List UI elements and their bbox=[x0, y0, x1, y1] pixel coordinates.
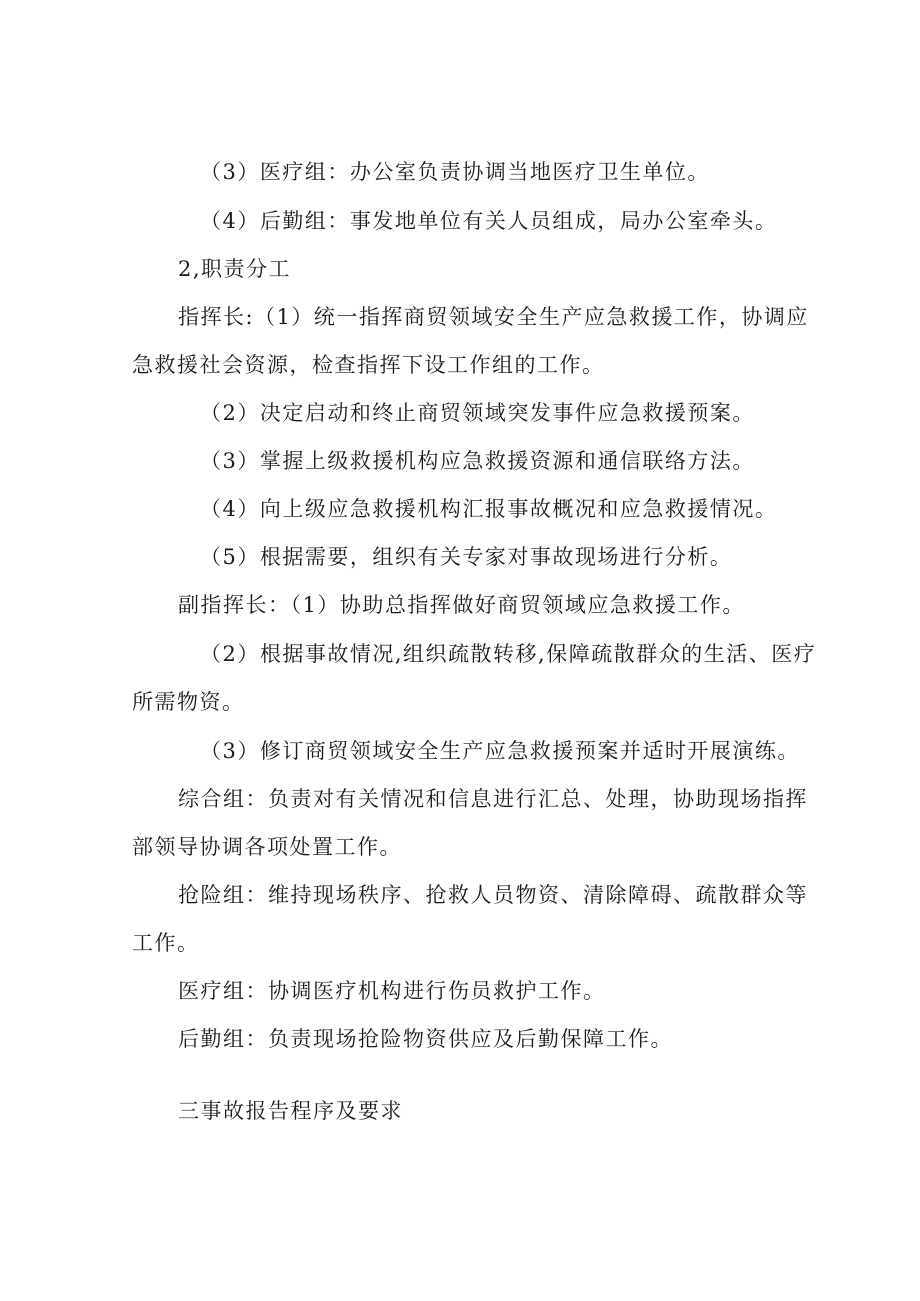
paragraph-deputy-item2-line2: 所需物资。 bbox=[132, 690, 245, 714]
paragraph-commander-item5: （5）根据需要，组织有关专家对事故现场进行分析。 bbox=[200, 545, 733, 569]
section-heading-accident-report: 三事故报告程序及要求 bbox=[178, 1099, 403, 1123]
paragraph-deputy-item2-line1: （2）根据事故情况,组织疏散转移,保障疏散群众的生活、医疗 bbox=[200, 642, 817, 666]
paragraph-medical-duties: 医疗组：协调医疗机构进行伤员救护工作。 bbox=[178, 979, 606, 1003]
paragraph-comprehensive-group-line2: 部领导协调各项处置工作。 bbox=[132, 835, 402, 859]
paragraph-rescue-group-line2: 工作。 bbox=[132, 931, 200, 955]
section-heading-duties: 2,职责分工 bbox=[178, 257, 292, 281]
paragraph-logistics-duties: 后勤组：负责现场抢险物资供应及后勤保障工作。 bbox=[178, 1027, 673, 1051]
paragraph-commander-item4: （4）向上级应急救援机构汇报事故概况和应急救援情况。 bbox=[200, 497, 778, 521]
paragraph-commander-item2: （2）决定启动和终止商贸领域突发事件应急救援预案。 bbox=[200, 401, 755, 425]
paragraph-deputy-item3: （3）修订商贸领域安全生产应急救援预案并适时开展演练。 bbox=[200, 739, 800, 763]
paragraph-commander-line1: 指挥长:（1）统一指挥商贸领域安全生产应急救援工作，协调应 bbox=[178, 305, 809, 329]
paragraph-commander-item3: （3）掌握上级救援机构应急救援资源和通信联络方法。 bbox=[200, 449, 755, 473]
paragraph-logistics-group: （4）后勤组：事发地单位有关人员组成，局办公室牵头。 bbox=[200, 209, 778, 233]
paragraph-commander-line2: 急救援社会资源，检查指挥下设工作组的工作。 bbox=[132, 353, 605, 377]
paragraph-medical-group: （3）医疗组：办公室负责协调当地医疗卫生单位。 bbox=[200, 160, 710, 184]
paragraph-rescue-group-line1: 抢险组：维持现场秩序、抢救人员物资、清除障碍、疏散群众等 bbox=[178, 883, 808, 907]
paragraph-comprehensive-group-line1: 综合组：负责对有关情况和信息进行汇总、处理，协助现场指挥 bbox=[178, 787, 808, 811]
paragraph-deputy-commander: 副指挥长：（1）协助总指挥做好商贸领域应急救援工作。 bbox=[178, 593, 745, 617]
